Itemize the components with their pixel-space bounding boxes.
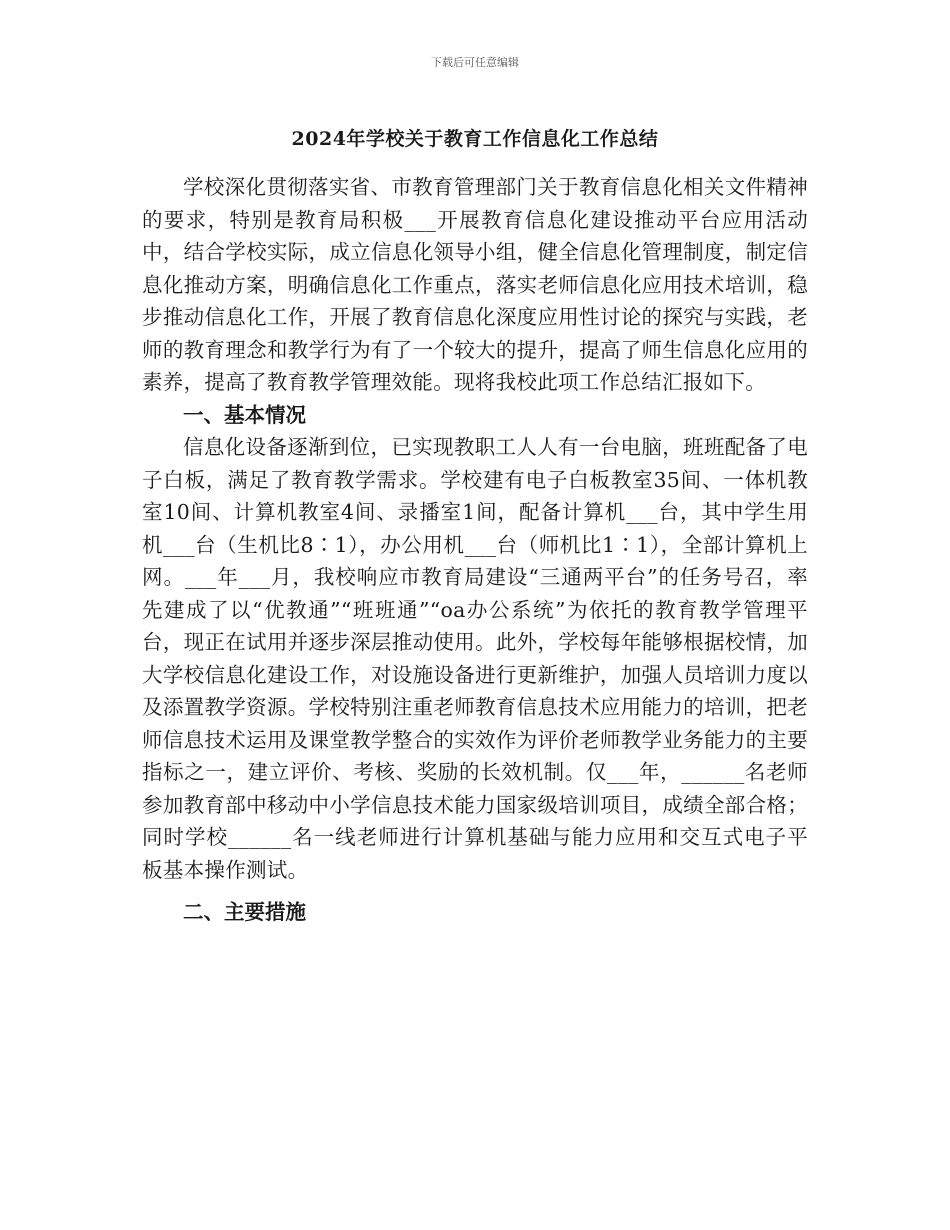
section-heading-basic-situation: 一、基本情况 <box>183 402 306 427</box>
intro-paragraph: 学校深化贯彻落实省、市教育管理部门关于教育信息化相关文件精神的要求，特别是教育局积极___开展教育信息化建设推动平台应用活动中，结合学校实际，成立信息化领导小组，健全信息化管理制度，制定信息化推动方案，明确信息化工作重点，落实老师信息化应用技术培训，稳步推动信息化工作，开展了教育信息化深度应用性讨论的探究与实践，老师的教育理念和教学行为有了一个较大的提升，提高了师生信息化应用的素养，提高了教育教学管理效能。现将我校此项工作总结汇报如下。 <box>142 175 808 394</box>
section-basic-situation-paragraph: 信息化设备逐渐到位，已实现教职工人人有一台电脑，班班配备了电子白板，满足了教育教学需求。学校建有电子白板教室35间、一体机教室10间、计算机教室4间、录播室1间，配备计算机___台，其中学生用机___台（生机比8∶1），办公用机___台（师机比1∶1），全部计算机上网。___年___月，我校响应市教育局建设“三通两平台”的任务号召，率先建成了以“优教通”“班班通”“oa办公系统”为依托的教育教学管理平台，现正在试用并逐步深层推动使用。此外，学校每年能够根据校情，加大学校信息化建设工作，对设施设备进行更新维护，加强人员培训力度以及添置教学资源。学校特别注重老师教育信息技术应用能力的培训，把老师信息技术运用及课堂教学整合的实效作为评价老师教学业务能力的主要指标之一，建立评价、考核、奖励的长效机制。仅___年，______名老师参加教育部中移动中小学信息技术能力国家级培训项目，成绩全部合格；同时学校______名一线老师进行计算机基础与能力应用和交互式电子平板基本操作测试。 <box>142 435 808 882</box>
document-body <box>142 171 808 929</box>
section-heading-main-measures: 二、主要措施 <box>183 900 306 924</box>
section-spacer <box>142 886 808 896</box>
page-header: 下载后可任意编辑 <box>431 56 519 69</box>
document-title: 2024年学校关于教育工作信息化工作总结 <box>291 128 659 150</box>
